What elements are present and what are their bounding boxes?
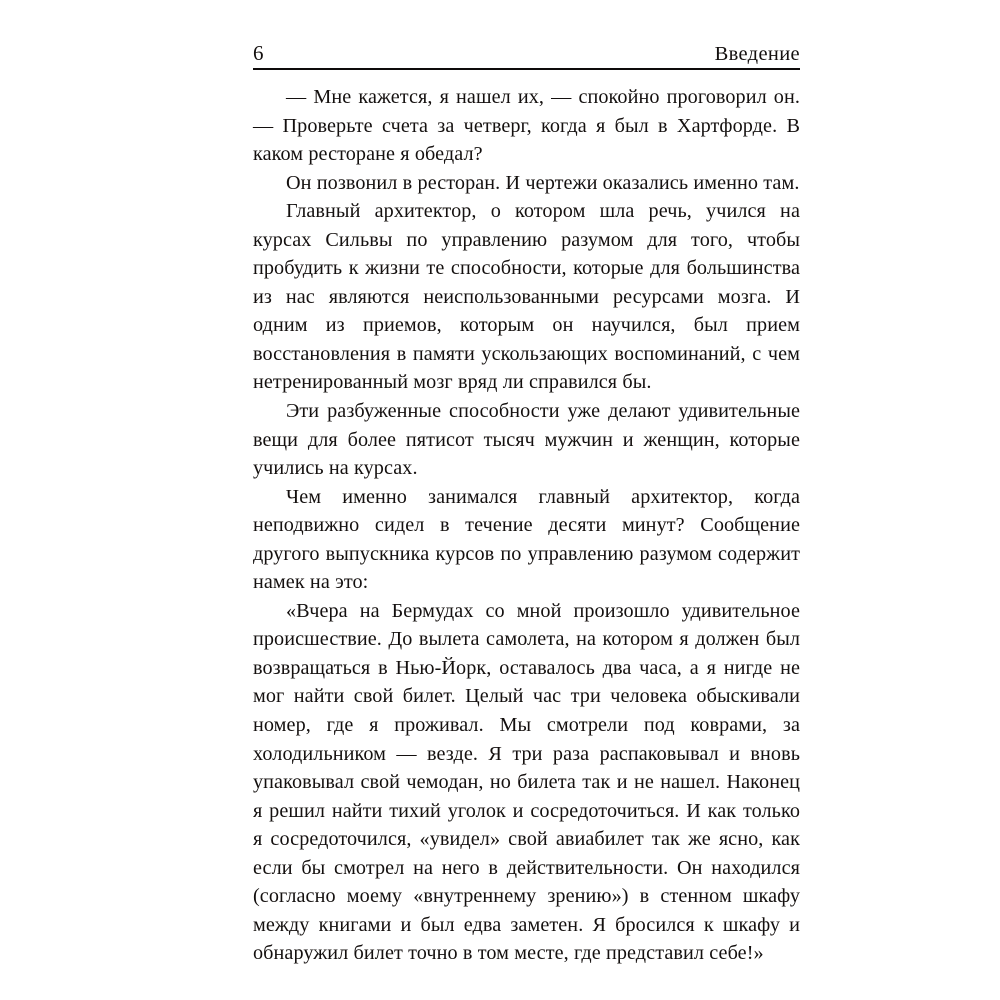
paragraph: Главный архитектор, о котором шла речь, учился на курсах Сильвы по управлению разумом для того, чтобы пробудить к жизни те способности, которые для большинства из нас являются неиспользованными ресурсами мозга. И одним из приемов, которым он научился, был прием восстановления в памяти ускользающих воспоминаний, с чем нетренированный мозг вряд ли справился бы. [253,200,800,394]
paragraph: Он позвонил в ресторан. И чертежи оказались именно там. [286,171,800,194]
paragraph: Эти разбуженные способности уже делают удивительные вещи для более пятисот тысяч мужчин и женщин, которые учились на курсах. [253,400,800,480]
running-head [253,30,800,64]
page-number: 6 [253,41,264,65]
header-divider-rule [253,68,800,70]
paragraph-quotation: «Вчера на Бермудах со мной произошло удивительное происшествие. До вылета самолета, на котором я должен был возвращаться в Нью-Йорк, оставалось два часа, а я нигде не мог найти свой билет. Целый час три человека обыскивали номер, где я проживал. Мы смотрели под коврами, за холодильником — везде. Я три раза распаковывал и вновь упаковывал свой чемодан, но билета так и не нашел. Наконец я решил найти тихий уголок и сосредоточиться. И как только я сосредоточился, «увидел» свой авиабилет так же ясно, как если бы смотрел на него в действительности. Он находился (согласно моему «внутреннему зрению») в стенном шкафу между книгами и был едва заметен. Я бросился к шкафу и обнаружил билет точно в том месте, где представил себе!» [253,599,800,965]
chapter-running-title: Введение [714,42,800,65]
paragraph: Чем именно занимался главный архитектор, когда неподвижно сидел в течение десяти минут? Сообщение другого выпускника курсов по управлению разумом содержит намек на это: [253,485,800,594]
paragraph: — Мне кажется, я нашел их, — спокойно проговорил он. — Проверьте счета за четверг, когда я был в Хартфорде. В каком ресторане я обедал? [253,86,800,166]
body-text-column [253,83,800,968]
